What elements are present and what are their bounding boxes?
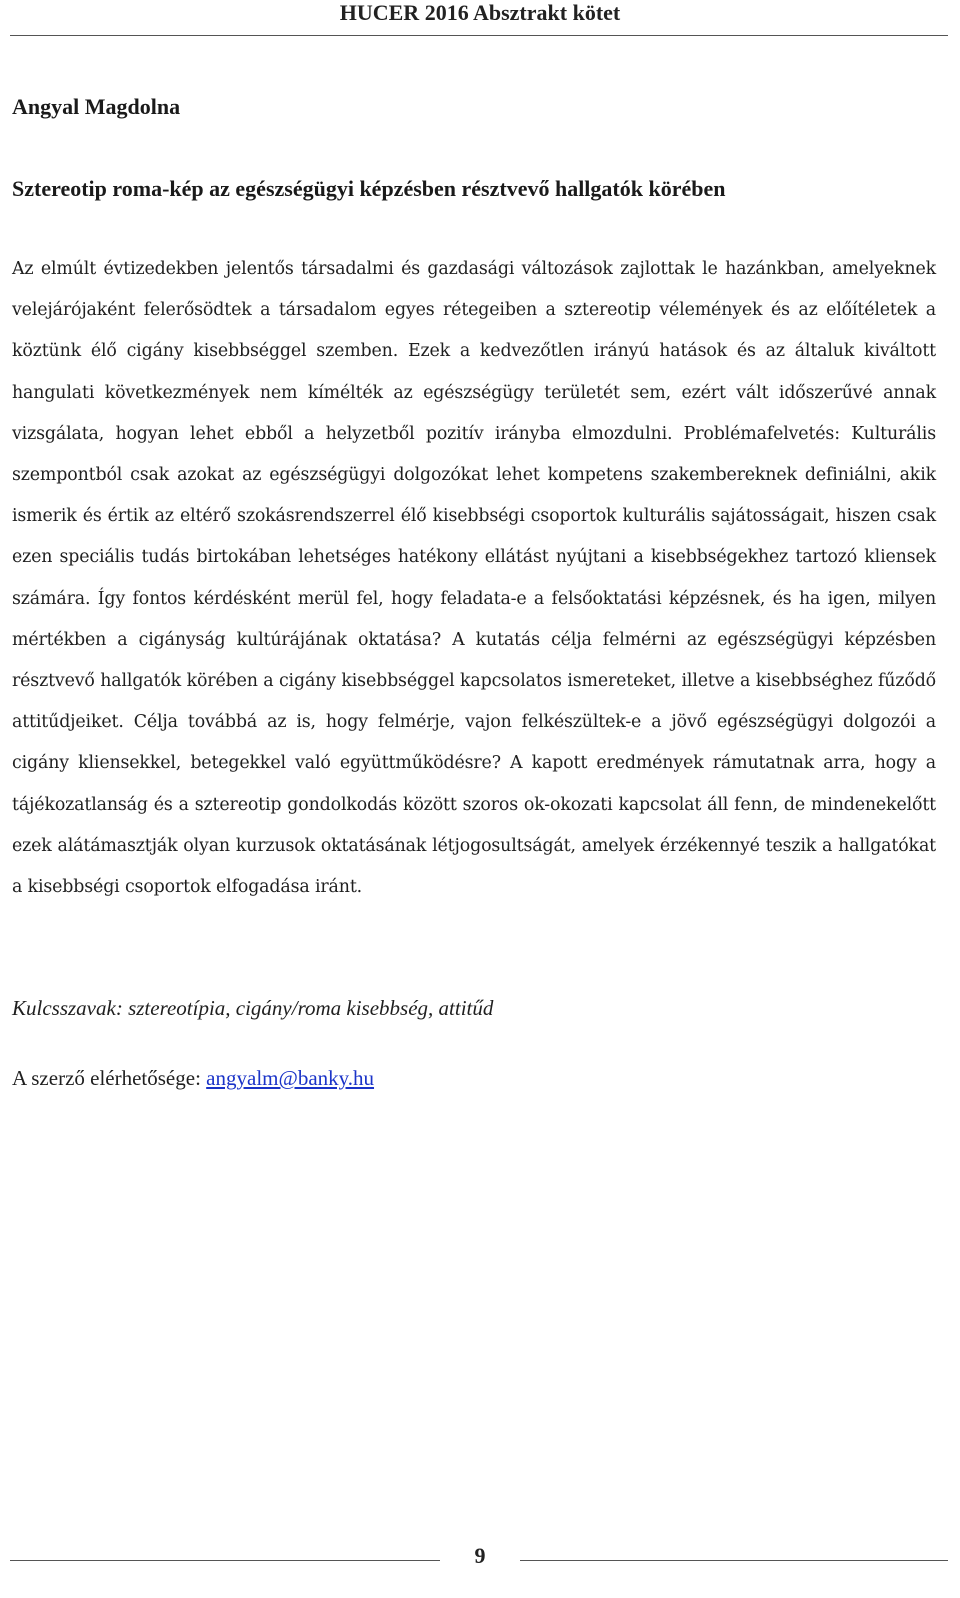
abstract-text: Az elmúlt évtizedekben jelentős társadalmi és gazdasági változások zajlottak le hazánkban, amelyeknek velejárójaként felerősödtek a társadalom egyes rétegeiben a sztereotip vélemények és az előítéletek a köztünk élő cigány kisebbséggel szemben. Ezek a kedvezőtlen irányú hatások és az általuk kiváltott hangulati következmények nem kímélték az egészségügy területét sem, ezért vált időszerűvé annak vizsgálata, hogyan lehet ebből a helyzetből pozitív irányba elmozdulni. Problémafelvetés: Kulturális szempontból csak azokat az egészségügyi dolgozókat lehet kompetens szakembereknek definiálni, akik ismerik és értik az eltérő szokásrendszerrel élő kisebbségi csoportok kulturális sajátosságait, hiszen csak ezen speciális tudás birtokában lehetséges hatékony ellátást nyújtani a kisebbségekhez tartozó kliensek számára. Így fontos kérdésként merül fel, hogy feladata-e a felsőoktatási képzésnek, és ha igen, milyen mértékben a cigányság kultúrájának oktatása? A kutatás célja felmérni az egészségügyi képzésben résztvevő hallgatók körében a cigány kisebbséggel kapcsolatos ismereteket, illetve a kisebbséghez fűződő attitűdjeiket. Célja továbbá az is, hogy felmérje, vajon felkészültek-e a jövő egészségügyi dolgozói a cigány kliensekkel, betegekkel való együttműködésre? A kapott eredmények rámutatnak arra, hogy a tájékozatlanság és a sztereotip gondolkodás között szoros ok-okozati kapcsolat áll fenn, de mindenekelőtt ezek alátámasztják olyan kurzusok oktatásának létjogosultságát, amelyek érzékennyé teszik a hallgatókat a kisebbségi csoportok elfogadása iránt. — [12, 259, 936, 898]
contact-label: A szerző elérhetősége: — [12, 1066, 207, 1090]
header-divider — [10, 35, 948, 36]
article-title: Sztereotip roma-kép az egészségügyi képzésben résztvevő hallgatók körében — [12, 176, 726, 201]
author-name: Angyal Magdolna — [12, 94, 181, 119]
keywords: Kulcsszavak: sztereotípia, cigány/roma kisebbség, attitűd — [12, 996, 494, 1020]
running-header: HUCER 2016 Absztrakt kötet — [339, 0, 621, 25]
author-contact — [12, 1064, 374, 1092]
page-number: 9 — [440, 1543, 520, 1569]
contact-email-link[interactable]: angyalm@banky.hu — [206, 1066, 375, 1090]
